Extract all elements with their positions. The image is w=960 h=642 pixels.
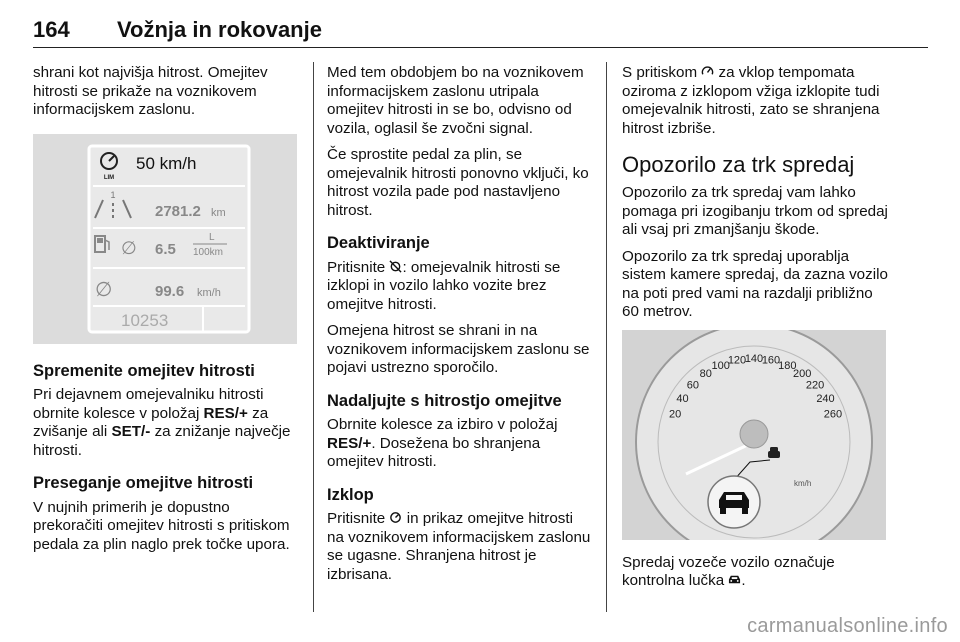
odometer-value: 10253 <box>121 310 169 330</box>
paragraph <box>327 510 593 584</box>
average-symbol: ∅ <box>95 276 113 301</box>
text-run: za zvišanje ali <box>33 404 269 440</box>
page-header <box>33 8 928 48</box>
average-symbol: ∅ <box>121 237 137 259</box>
trip-unit: km <box>211 206 226 219</box>
paragraph: Če sprostite pedal za plin, se omejevalnik hitrosti ponovno vključi, ko hitrost vozila pade pod nastavljeno hitrost. <box>327 146 589 219</box>
text-run: Spredaj vozeče vozilo označuje kontrolna lučka <box>622 553 835 589</box>
section-heading: Preseganje omejitve hitrosti <box>33 474 254 492</box>
text-run: Pritisnite <box>327 258 390 276</box>
section-heading-large: Opozorilo za trk spredaj <box>622 152 855 177</box>
text-run: : omejevalnik hitrosti se izklopi in vozilo lahko vozite brez omejitve hitrosti. <box>327 258 561 313</box>
gauge-label: 120 <box>727 354 747 367</box>
page-number: 164 <box>33 17 70 42</box>
speedometer-figure <box>622 330 886 540</box>
column-divider <box>313 62 314 612</box>
column-divider <box>606 62 607 612</box>
text-run: Obrnite kolesce za izbiro v položaj <box>327 416 558 433</box>
gauge-label: 260 <box>823 407 843 420</box>
fuel-value: 6.5 <box>155 240 176 258</box>
section-heading: Spremenite omejitev hitrosti <box>33 361 255 380</box>
cruise-control-icon <box>701 65 714 78</box>
paragraph <box>327 416 593 472</box>
text-run: . Dosežena bo shranjena omejitev hitrosti. <box>327 434 541 470</box>
gauge-label: 220 <box>805 378 825 391</box>
section-heading: Nadaljujte s hitrostjo omejitve <box>327 391 562 410</box>
res-label: RES/+ <box>327 434 372 452</box>
speedometer-illustration <box>622 330 886 540</box>
paragraph <box>33 386 301 460</box>
gauge-label: 80 <box>699 367 712 380</box>
trip-value: 2781.2 <box>155 202 201 220</box>
paragraph: Opozorilo za trk spredaj vam lahko pomaga pri izogibanju trkom od spredaj ali vsaj pri zmanjšanju škode. <box>622 184 888 238</box>
column-3 <box>622 64 892 599</box>
set-label: SET/- <box>111 423 151 440</box>
trip-label: 1 <box>110 189 116 200</box>
avg-speed-value: 99.6 <box>155 282 185 300</box>
paragraph <box>327 259 593 315</box>
text-run: za vklop tempomata oziroma z izklopom vžiga izklopite tudi omejevalnik hitrosti, zato se shranjena hitrost izbriše. <box>622 64 880 137</box>
gauge-label: 20 <box>668 407 682 420</box>
section-heading: Izklop <box>327 485 374 504</box>
text-run: za znižanje največje hitrosti. <box>33 423 291 459</box>
text-run: in prikaz omejitve hitrosti na voznikovem informacijskem zaslonu se ugasne. Shranjena hitrost je izbrisana. <box>327 510 591 583</box>
column-1 <box>33 64 301 562</box>
needle-hub <box>740 420 768 448</box>
lim-label: LIM <box>103 174 115 181</box>
gauge-label: 60 <box>686 378 700 391</box>
avg-speed-unit: km/h <box>197 286 221 299</box>
paragraph: V nujnih primerih je dopustno prekoračiti omejitev hitrosti s pritiskom pedala za plin naglo prek točke upora. <box>33 498 290 553</box>
paragraph: shrani kot najvišja hitrost. Omejitev hitrosti se prikaže na voznikovem informacijskem zaslonu. <box>33 64 268 118</box>
speed-limit-value: 50 km/h <box>136 153 197 173</box>
speed-limiter-off-icon <box>389 260 402 273</box>
fuel-unit-bottom: 100km <box>193 246 224 258</box>
paragraph: Omejena hitrost se shrani in na voznikovem informacijskem zaslonu se pojavi ustrezno sporočilo. <box>327 322 590 376</box>
paragraph <box>622 554 892 591</box>
gauge-unit: km/h <box>794 478 812 488</box>
fuel-unit-top: L <box>209 231 215 243</box>
driver-info-display-illustration <box>33 134 297 344</box>
res-label: RES/+ <box>203 404 248 422</box>
vehicle-ahead-indicator-icon <box>728 573 741 586</box>
text-run: Pritisnite <box>327 510 390 527</box>
watermark: carmanualsonline.info <box>747 615 948 637</box>
gauge-label: 200 <box>793 367 812 380</box>
gauge-label: 160 <box>761 354 781 367</box>
column-2 <box>327 64 593 592</box>
paragraph <box>622 64 892 138</box>
chapter-title: Vožnja in rokovanje <box>117 17 322 42</box>
driver-info-display-figure <box>33 134 297 344</box>
text-run: . <box>741 572 746 589</box>
gauge-label: 240 <box>816 392 835 405</box>
text-run: S pritiskom <box>622 64 702 81</box>
paragraph: Med tem obdobjem bo na voznikovem informacijskem zaslonu utripala omejitev hitrosti in se bo, odvisno od vozila, oglasil še zvočni signal. <box>327 64 584 137</box>
section-heading: Deaktiviranje <box>327 234 430 252</box>
gauge-label: 140 <box>744 352 764 365</box>
gauge-label: 100 <box>711 359 730 372</box>
gauge-label: 40 <box>676 392 689 405</box>
gauge-label: 180 <box>778 359 797 372</box>
text-run: Pri dejavnem omejevalniku hitrosti obrnite kolesce v položaj <box>33 386 264 422</box>
speed-limiter-icon <box>389 511 402 524</box>
paragraph: Opozorilo za trk spredaj uporablja sistem kamere spredaj, da zazna vozilo na poti pred vami na razdalji približno 60 metrov. <box>622 247 888 320</box>
